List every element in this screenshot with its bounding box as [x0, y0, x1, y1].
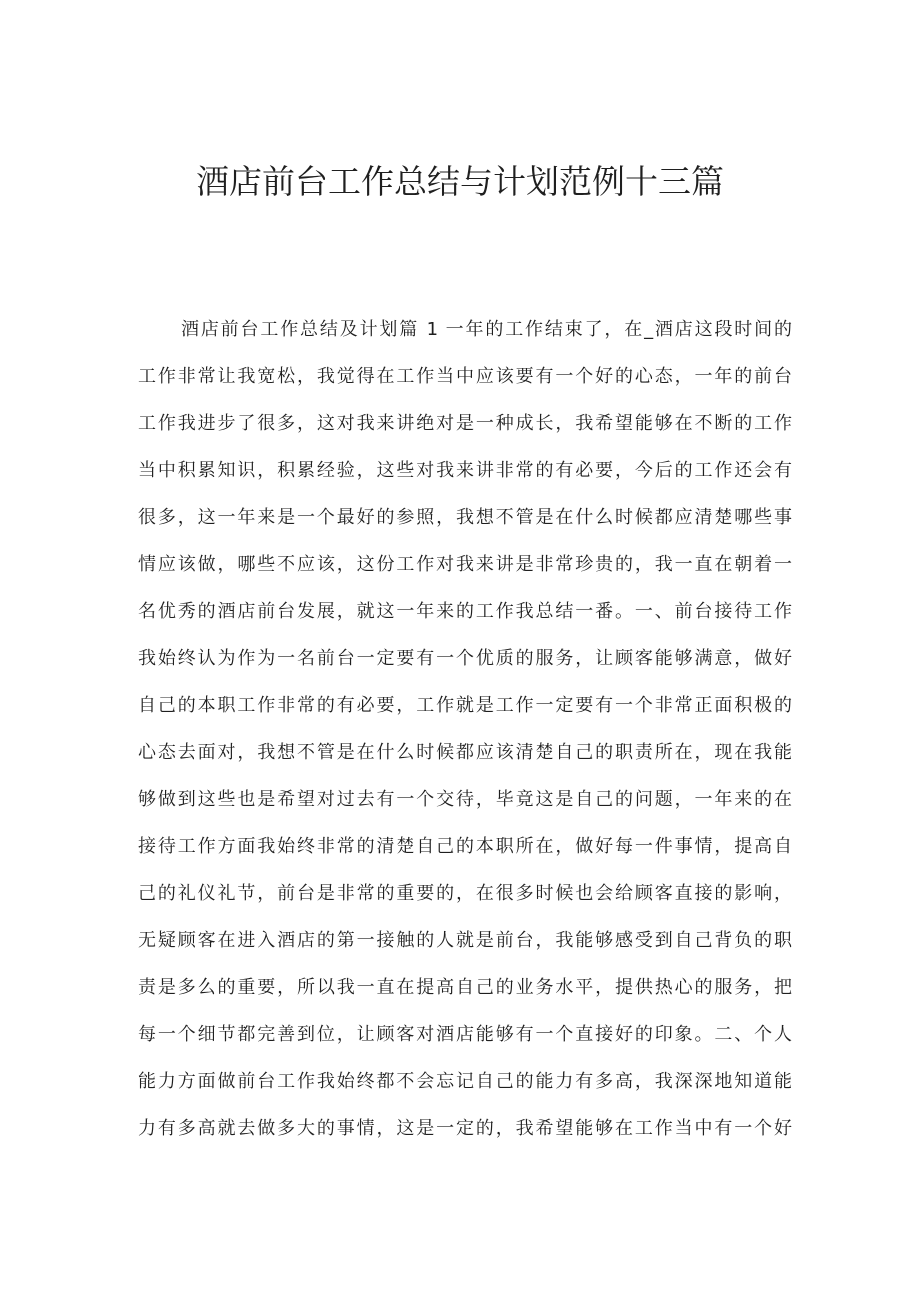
body-line: 工作非常让我宽松，我觉得在工作当中应该要有一个好的心态，一年的前台	[138, 366, 792, 387]
body-line: 能力方面做前台工作我始终都不会忘记自己的能力有多高，我深深地知道能	[138, 1071, 792, 1092]
body-line: 每一个细节都完善到位，让顾客对酒店能够有一个直接好的印象。二、个人	[138, 1024, 792, 1045]
body-line: 酒店前台工作总结及计划篇 1 一年的工作结束了，在_酒店这段时间的	[181, 319, 792, 340]
body-line: 接待工作方面我始终非常的清楚自己的本职所在，做好每一件事情，提高自	[138, 836, 792, 857]
body-line: 够做到这些也是希望对过去有一个交待，毕竟这是自己的问题，一年来的在	[138, 789, 792, 810]
body-line: 名优秀的酒店前台发展，就这一年来的工作我总结一番。一、前台接待工作	[138, 601, 792, 622]
body-line: 很多，这一年来是一个最好的参照，我想不管是在什么时候都应清楚哪些事	[138, 507, 792, 528]
body-line: 情应该做，哪些不应该，这份工作对我来讲是非常珍贵的，我一直在朝着一	[138, 554, 792, 575]
body-line: 责是多么的重要，所以我一直在提高自己的业务水平，提供热心的服务，把	[138, 977, 792, 998]
body-line: 力有多高就去做多大的事情，这是一定的，我希望能够在工作当中有一个好	[138, 1118, 792, 1139]
body-line: 当中积累知识，积累经验，这些对我来讲非常的有必要，今后的工作还会有	[138, 460, 792, 481]
body-line: 己的礼仪礼节，前台是非常的重要的，在很多时候也会给顾客直接的影响，	[138, 883, 792, 904]
body-line: 工作我进步了很多，这对我来讲绝对是一种成长，我希望能够在不断的工作	[138, 413, 792, 434]
body-line: 我始终认为作为一名前台一定要有一个优质的服务，让顾客能够满意，做好	[138, 648, 792, 669]
body-line: 心态去面对，我想不管是在什么时候都应该清楚自己的职责所在，现在我能	[138, 742, 792, 763]
document-title: 酒店前台工作总结与计划范例十三篇	[196, 162, 724, 201]
body-line: 自己的本职工作非常的有必要，工作就是工作一定要有一个非常正面积极的	[138, 695, 792, 716]
body-line: 无疑顾客在进入酒店的第一接触的人就是前台，我能够感受到自己背负的职	[138, 930, 792, 951]
